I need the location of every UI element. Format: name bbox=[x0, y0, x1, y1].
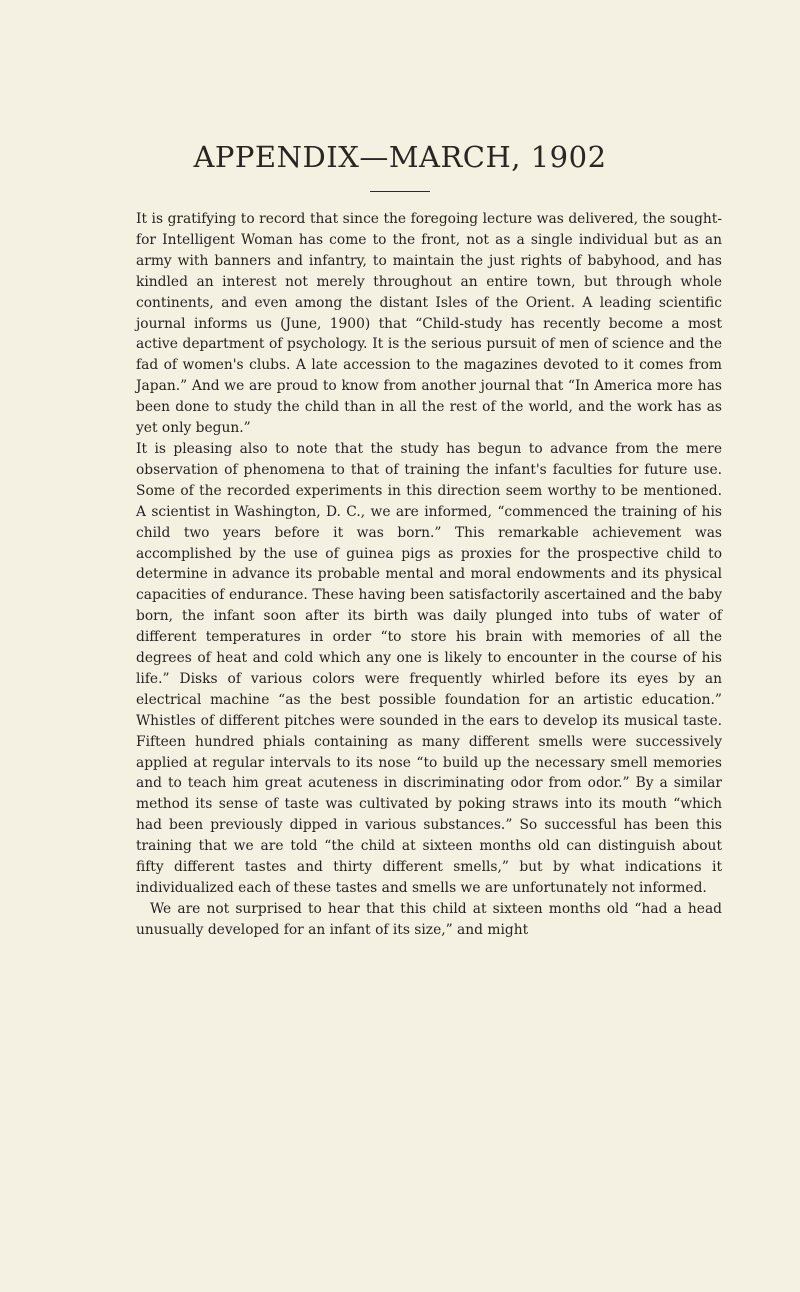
title-divider bbox=[370, 191, 430, 192]
body-text bbox=[136, 209, 722, 941]
paragraph-2: It is pleasing also to note that the study has begun to advance from the mere observation of phenomena to that of training the infant's faculties for future use. Some of the recorded experiments in this direction seem worthy to be mentioned. A scientist in Washington, D. C., we are informed, “commenced the training of his child two years before it was born.” This remarkable achievement was accomplished by the use of guinea pigs as proxies for the prospective child to determine in advance its probable mental and moral endowments and its physical capacities of endurance. These having been satisfactorily ascertained and the baby born, the infant soon after its birth was daily plunged into tubs of water of different temperatures in order “to store his brain with memories of all the degrees of heat and cold which any one is likely to encounter in the course of his life.” Disks of various colors were frequently whirled before its eyes by an electrical machine “as the best possible foundation for an artistic education.” Whistles of different pitches were sounded in the ears to develop its musical taste. Fifteen hundred phials containing as many different smells were successively applied at regular intervals to its nose “to build up the necessary smell memories and to teach him great acuteness in discriminating odor from odor.” By a similar method its sense of taste was cultivated by poking straws into its mouth “which had been previously dipped in various substances.” So successful has been this training that we are told “the child at sixteen months old can distinguish about fifty different tastes and thirty different smells,” but by what indications it individualized each of these tastes and smells we are unfortunately not informed. bbox=[136, 440, 722, 896]
paragraph-3: We are not surprised to hear that this child at sixteen months old “had a head unusually developed for an infant of its size,” and might bbox=[136, 900, 722, 938]
paragraph-1: It is gratifying to record that since the foregoing lecture was delivered, the sought-for Intelligent Woman has come to the front, not as a single individual but as an army with banners and infantry, to maintain the just rights of babyhood, and has kindled an interest not merely throughout an entire town, but through whole continents, and even among the distant Isles of the Orient. A leading scientific journal informs us (June, 1900) that “Child-study has recently become a most active department of psychology. It is the serious pursuit of men of science and the fad of women's clubs. A late accession to the magazines devoted to it comes from Japan.” And we are proud to know from another journal that “In America more has been done to study the child than in all the rest of the world, and the work has as yet only begun.” bbox=[136, 211, 722, 437]
appendix-title: APPENDIX—MARCH, 1902 bbox=[193, 140, 607, 174]
